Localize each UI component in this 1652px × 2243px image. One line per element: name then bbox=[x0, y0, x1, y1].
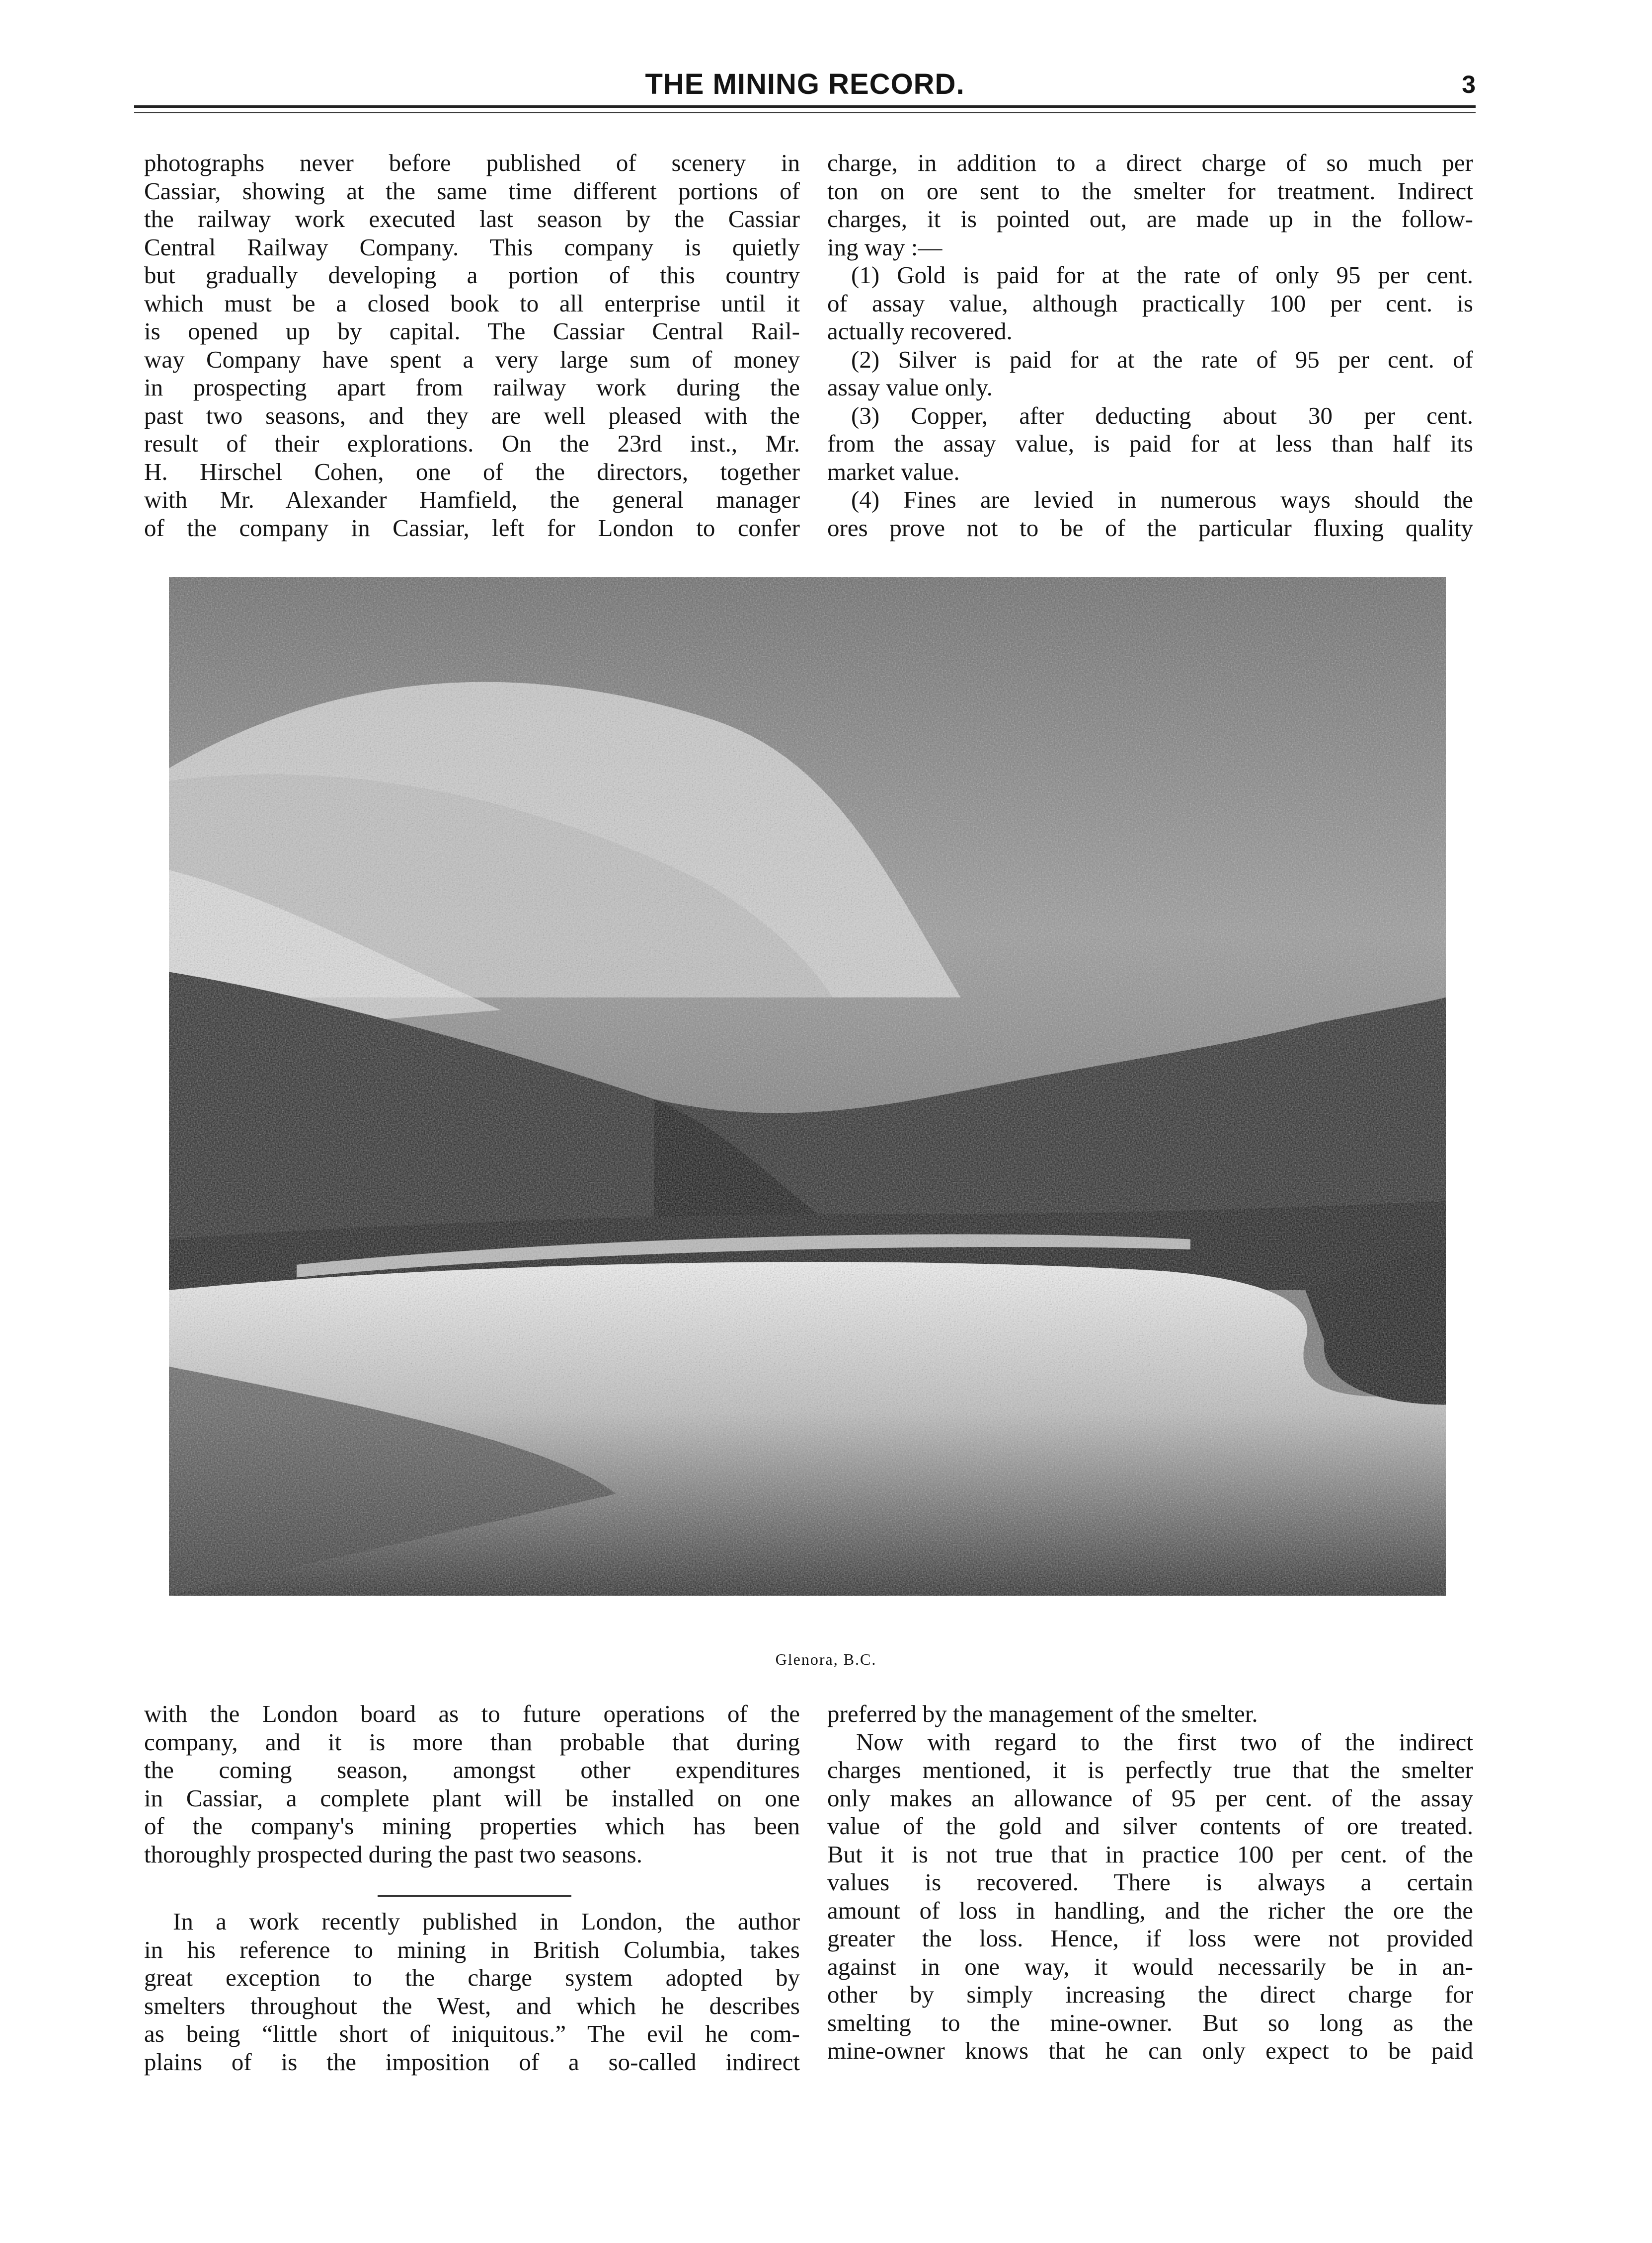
list-item-fines: (4) Fines are levied in numerous ways should the bbox=[851, 486, 1473, 513]
text-line: the coming season, amongst other expenditures bbox=[144, 1756, 800, 1783]
page-header bbox=[134, 62, 1476, 107]
text-line: which must be a closed book to all enterprise until it bbox=[144, 289, 800, 317]
text-line: great exception to the charge system adopted by bbox=[144, 1964, 800, 1991]
bottom-left-column bbox=[144, 1700, 800, 1868]
text-line: Central Railway Company. This company is quietly bbox=[144, 233, 800, 261]
article-separator-rule bbox=[378, 1895, 571, 1897]
text-line: charge, in addition to a direct charge of so much per bbox=[827, 149, 1473, 176]
masthead-title: THE MINING RECORD. bbox=[645, 68, 965, 100]
landscape-photo-image bbox=[169, 577, 1446, 1596]
list-item-copper: (3) Copper, after deducting about 30 per cent. bbox=[851, 401, 1473, 429]
text-line: as being “little short of iniquitous.” The evil he com- bbox=[144, 2020, 800, 2047]
text-line: In a work recently published in London, the author bbox=[173, 1908, 800, 1935]
text-line: from the assay value, is paid for at less than half its bbox=[827, 430, 1473, 457]
text-line: But it is not true that in practice 100 per cent. of the bbox=[827, 1840, 1473, 1868]
top-left-column bbox=[144, 149, 800, 542]
text-line: ores prove not to be of the particular fluxing quality bbox=[827, 514, 1473, 541]
text-line: with the London board as to future operations of the bbox=[144, 1700, 800, 1727]
text-line: only makes an allowance of 95 per cent. of the assay bbox=[827, 1784, 1473, 1812]
text-line: way Company have spent a very large sum of money bbox=[144, 345, 800, 373]
photo-caption: Glenora, B.C. bbox=[775, 1650, 877, 1668]
text-line: thoroughly prospected during the past two seasons. bbox=[144, 1840, 642, 1868]
list-item-gold: (1) Gold is paid for at the rate of only 95 per cent. bbox=[851, 261, 1473, 289]
text-line: of assay value, although practically 100 per cent. is bbox=[827, 289, 1473, 317]
text-line: Cassiar, showing at the same time different portions of bbox=[144, 177, 800, 205]
text-line: values is recovered. There is always a certain bbox=[827, 1868, 1473, 1896]
glenora-photograph bbox=[169, 577, 1446, 1596]
text-line: but gradually developing a portion of this country bbox=[144, 261, 800, 289]
text-line: actually recovered. bbox=[827, 317, 1013, 345]
text-line: amount of loss in handling, and the richer the ore the bbox=[827, 1896, 1473, 1924]
text-line: value of the gold and silver contents of ore treated. bbox=[827, 1812, 1473, 1840]
text-line: in his reference to mining in British Columbia, takes bbox=[144, 1935, 800, 1963]
text-line: of the company in Cassiar, left for London to confer bbox=[144, 514, 800, 541]
text-line: other by simply increasing the direct charge for bbox=[827, 1981, 1473, 2008]
text-line: assay value only. bbox=[827, 374, 993, 401]
text-line: greater the loss. Hence, if loss were not provided bbox=[827, 1925, 1473, 1952]
text-line: against in one way, it would necessarily be in an- bbox=[827, 1952, 1473, 1980]
text-line: smelting to the mine-owner. But so long as the bbox=[827, 2009, 1473, 2036]
text-line: mine-owner knows that he can only expect to be paid bbox=[827, 2037, 1473, 2064]
text-line: H. Hirschel Cohen, one of the directors, together bbox=[144, 458, 800, 485]
text-line: in prospecting apart from railway work during the bbox=[144, 374, 800, 401]
text-line: smelters throughout the West, and which he describes bbox=[144, 1992, 800, 2019]
text-line: photographs never before published of scenery in bbox=[144, 149, 800, 176]
page-number: 3 bbox=[1462, 71, 1476, 98]
article-smelter-charges-column bbox=[144, 1908, 800, 2076]
text-line: Now with regard to the first two of the indirect bbox=[856, 1728, 1473, 1756]
text-line: result of their explorations. On the 23rd inst., Mr. bbox=[144, 430, 800, 457]
text-line: ton on ore sent to the smelter for treatment. Indirect bbox=[827, 177, 1473, 205]
text-line: charges, it is pointed out, are made up in the follow- bbox=[827, 205, 1473, 232]
header-rule-thin bbox=[134, 112, 1476, 113]
header-rule-thick bbox=[134, 105, 1476, 108]
text-line: ing way :— bbox=[827, 233, 943, 261]
bottom-right-column bbox=[827, 1700, 1473, 2065]
text-line: preferred by the management of the smelter. bbox=[827, 1700, 1258, 1727]
text-line: in Cassiar, a complete plant will be installed on one bbox=[144, 1784, 800, 1812]
text-line: charges mentioned, it is perfectly true that the smelter bbox=[827, 1756, 1473, 1783]
text-line: market value. bbox=[827, 458, 960, 485]
list-item-silver: (2) Silver is paid for at the rate of 95 per cent. of bbox=[851, 345, 1473, 373]
top-right-column bbox=[827, 149, 1473, 542]
text-line: company, and it is more than probable that during bbox=[144, 1728, 800, 1756]
text-line: past two seasons, and they are well pleased with the bbox=[144, 401, 800, 429]
text-line: is opened up by capital. The Cassiar Central Rail- bbox=[144, 317, 800, 345]
text-line: the railway work executed last season by the Cassiar bbox=[144, 205, 800, 232]
text-line: of the company's mining properties which has been bbox=[144, 1812, 800, 1840]
text-line: with Mr. Alexander Hamfield, the general manager bbox=[144, 486, 800, 513]
text-line: plains of is the imposition of a so-called indirect bbox=[144, 2048, 800, 2076]
